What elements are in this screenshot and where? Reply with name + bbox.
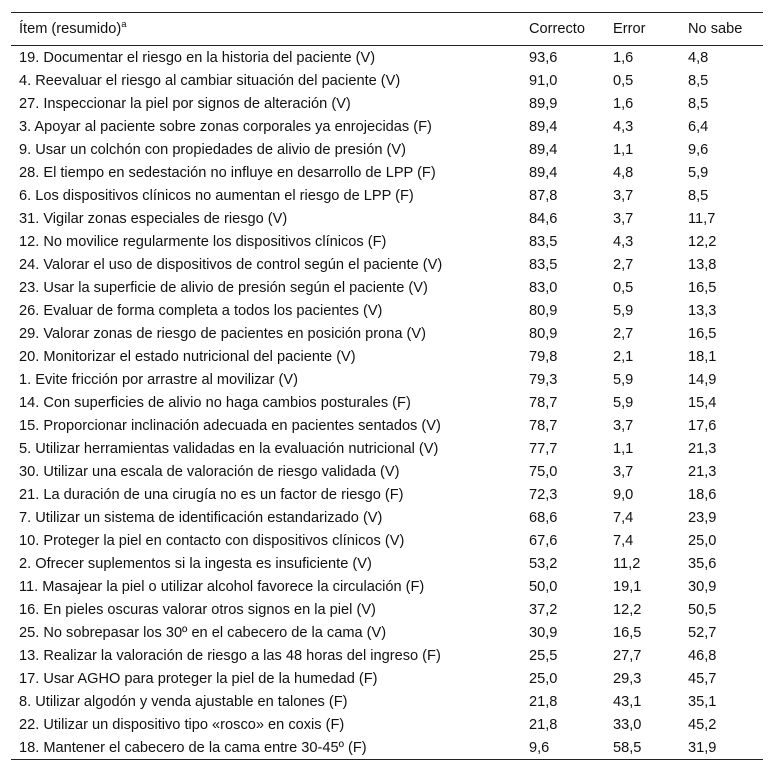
- table-header-row: [11, 13, 763, 46]
- cell-error: 29,3: [613, 670, 642, 687]
- cell-error: 33,0: [613, 716, 642, 733]
- cell-dont-know: 18,6: [688, 486, 717, 503]
- cell-error: 58,5: [613, 739, 642, 756]
- cell-correct: 67,6: [529, 532, 558, 549]
- cell-item: 11. Masajear la piel o utilizar alcohol favorece la circulación (F): [19, 578, 425, 595]
- cell-item: 3. Apoyar al paciente sobre zonas corporales ya enrojecidas (F): [19, 118, 432, 135]
- table-row: [11, 299, 763, 322]
- cell-error: 4,8: [613, 164, 634, 181]
- cell-item: 22. Utilizar un dispositivo tipo «rosco» en coxis (F): [19, 716, 345, 733]
- cell-dont-know: 35,1: [688, 693, 717, 710]
- header-item: [11, 13, 529, 46]
- cell-dont-know: 18,1: [688, 348, 717, 365]
- table-row: [11, 322, 763, 345]
- cell-dont-know: 9,6: [688, 141, 709, 158]
- cell-error: 1,1: [613, 141, 634, 158]
- cell-correct: 30,9: [529, 624, 558, 641]
- table-body: [11, 46, 763, 760]
- cell-dont-know: 35,6: [688, 555, 717, 572]
- cell-item: 4. Reevaluar el riesgo al cambiar situación del paciente (V): [19, 72, 401, 89]
- cell-dont-know: 15,4: [688, 394, 717, 411]
- cell-dont-know: 13,8: [688, 256, 717, 273]
- cell-dont-know: 13,3: [688, 302, 717, 319]
- table-row: [11, 276, 763, 299]
- cell-error: 2,7: [613, 325, 634, 342]
- cell-dont-know: 6,4: [688, 118, 709, 135]
- cell-error: 7,4: [613, 509, 634, 526]
- cell-error: 7,4: [613, 532, 634, 549]
- cell-item: 18. Mantener el cabecero de la cama entre 30-45º (F): [19, 739, 367, 756]
- table-row: [11, 713, 763, 736]
- cell-correct: 9,6: [529, 739, 550, 756]
- cell-dont-know: 8,5: [688, 187, 709, 204]
- cell-item: 24. Valorar el uso de dispositivos de control según el paciente (V): [19, 256, 443, 273]
- cell-error: 16,5: [613, 624, 642, 641]
- table-row: [11, 368, 763, 391]
- cell-correct: 80,9: [529, 302, 558, 319]
- cell-error: 9,0: [613, 486, 634, 503]
- cell-dont-know: 21,3: [688, 463, 717, 480]
- table-row: [11, 69, 763, 92]
- table-row: [11, 621, 763, 644]
- cell-item: 14. Con superficies de alivio no haga cambios posturales (F): [19, 394, 411, 411]
- cell-error: 3,7: [613, 210, 634, 227]
- cell-dont-know: 16,5: [688, 279, 717, 296]
- cell-dont-know: 46,8: [688, 647, 717, 664]
- cell-dont-know: 45,2: [688, 716, 717, 733]
- header-correct: Correcto: [529, 21, 585, 37]
- table-row: [11, 690, 763, 713]
- table-row: [11, 575, 763, 598]
- cell-error: 2,1: [613, 348, 634, 365]
- cell-error: 5,9: [613, 371, 634, 388]
- cell-dont-know: 4,8: [688, 49, 709, 66]
- cell-dont-know: 31,9: [688, 739, 717, 756]
- cell-error: 43,1: [613, 693, 642, 710]
- table-row: [11, 207, 763, 230]
- cell-item: 5. Utilizar herramientas validadas en la evaluación nutricional (V): [19, 440, 439, 457]
- cell-dont-know: 52,7: [688, 624, 717, 641]
- cell-dont-know: 45,7: [688, 670, 717, 687]
- cell-correct: 21,8: [529, 693, 558, 710]
- cell-item: 9. Usar un colchón con propiedades de alivio de presión (V): [19, 141, 406, 158]
- cell-correct: 93,6: [529, 49, 558, 66]
- cell-item: 16. En pieles oscuras valorar otros signos en la piel (V): [19, 601, 376, 618]
- table-row: [11, 138, 763, 161]
- cell-item: 17. Usar AGHO para proteger la piel de la humedad (F): [19, 670, 378, 687]
- cell-dont-know: 50,5: [688, 601, 717, 618]
- cell-error: 1,6: [613, 49, 634, 66]
- cell-item: 29. Valorar zonas de riesgo de pacientes en posición prona (V): [19, 325, 426, 342]
- table-row: [11, 230, 763, 253]
- cell-correct: 87,8: [529, 187, 558, 204]
- table-row: [11, 460, 763, 483]
- table-row: [11, 644, 763, 667]
- cell-error: 1,1: [613, 440, 634, 457]
- results-table-container: [11, 12, 763, 760]
- table-row: [11, 529, 763, 552]
- cell-dont-know: 5,9: [688, 164, 709, 181]
- cell-dont-know: 8,5: [688, 72, 709, 89]
- table-row: [11, 345, 763, 368]
- table-row: [11, 598, 763, 621]
- cell-error: 5,9: [613, 302, 634, 319]
- cell-error: 3,7: [613, 187, 634, 204]
- cell-error: 5,9: [613, 394, 634, 411]
- cell-error: 3,7: [613, 417, 634, 434]
- cell-dont-know: 23,9: [688, 509, 717, 526]
- cell-item: 30. Utilizar una escala de valoración de riesgo validada (V): [19, 463, 400, 480]
- table-row: [11, 736, 763, 760]
- cell-item: 25. No sobrepasar los 30º en el cabecero de la cama (V): [19, 624, 387, 641]
- cell-correct: 80,9: [529, 325, 558, 342]
- cell-correct: 89,4: [529, 141, 558, 158]
- table-row: [11, 253, 763, 276]
- cell-item: 27. Inspeccionar la piel por signos de alteración (V): [19, 95, 351, 112]
- table-row: [11, 92, 763, 115]
- cell-dont-know: 25,0: [688, 532, 717, 549]
- cell-correct: 83,5: [529, 233, 558, 250]
- cell-correct: 79,3: [529, 371, 558, 388]
- cell-correct: 75,0: [529, 463, 558, 480]
- table-row: [11, 667, 763, 690]
- table-row: [11, 115, 763, 138]
- cell-item: 26. Evaluar de forma completa a todos los pacientes (V): [19, 302, 383, 319]
- cell-correct: 53,2: [529, 555, 558, 572]
- header-item-label: Ítem (resumido): [19, 21, 122, 37]
- cell-correct: 91,0: [529, 72, 558, 89]
- cell-correct: 83,0: [529, 279, 558, 296]
- cell-item: 1. Evite fricción por arrastre al movilizar (V): [19, 371, 298, 388]
- cell-correct: 25,0: [529, 670, 558, 687]
- table-row: [11, 506, 763, 529]
- cell-dont-know: 30,9: [688, 578, 717, 595]
- cell-correct: 78,7: [529, 394, 558, 411]
- cell-correct: 89,9: [529, 95, 558, 112]
- cell-dont-know: 8,5: [688, 95, 709, 112]
- cell-item: 8. Utilizar algodón y venda ajustable en talones (F): [19, 693, 348, 710]
- cell-correct: 25,5: [529, 647, 558, 664]
- cell-item: 28. El tiempo en sedestación no influye en desarrollo de LPP (F): [19, 164, 436, 181]
- results-table: [11, 12, 763, 760]
- cell-dont-know: 17,6: [688, 417, 717, 434]
- cell-dont-know: 16,5: [688, 325, 717, 342]
- cell-error: 27,7: [613, 647, 642, 664]
- cell-item: 19. Documentar el riesgo en la historia del paciente (V): [19, 49, 376, 66]
- cell-correct: 68,6: [529, 509, 558, 526]
- table-row: [11, 184, 763, 207]
- cell-correct: 72,3: [529, 486, 558, 503]
- cell-item: 10. Proteger la piel en contacto con dispositivos clínicos (V): [19, 532, 405, 549]
- cell-error: 4,3: [613, 233, 634, 250]
- cell-error: 19,1: [613, 578, 642, 595]
- cell-item: 6. Los dispositivos clínicos no aumentan el riesgo de LPP (F): [19, 187, 414, 204]
- cell-error: 3,7: [613, 463, 634, 480]
- cell-error: 0,5: [613, 279, 634, 296]
- cell-item: 2. Ofrecer suplementos si la ingesta es insuficiente (V): [19, 555, 372, 572]
- cell-correct: 89,4: [529, 164, 558, 181]
- cell-dont-know: 14,9: [688, 371, 717, 388]
- cell-error: 0,5: [613, 72, 634, 89]
- cell-correct: 83,5: [529, 256, 558, 273]
- table-row: [11, 391, 763, 414]
- cell-item: 20. Monitorizar el estado nutricional del paciente (V): [19, 348, 356, 365]
- cell-item: 15. Proporcionar inclinación adecuada en pacientes sentados (V): [19, 417, 441, 434]
- cell-dont-know: 11,7: [688, 210, 716, 227]
- cell-correct: 77,7: [529, 440, 558, 457]
- cell-correct: 89,4: [529, 118, 558, 135]
- table-row: [11, 552, 763, 575]
- cell-error: 2,7: [613, 256, 634, 273]
- table-row: [11, 483, 763, 506]
- cell-correct: 50,0: [529, 578, 558, 595]
- cell-item: 12. No movilice regularmente los dispositivos clínicos (F): [19, 233, 387, 250]
- cell-item: 7. Utilizar un sistema de identificación estandarizado (V): [19, 509, 383, 526]
- cell-correct: 84,6: [529, 210, 558, 227]
- table-row: [11, 46, 763, 70]
- cell-correct: 21,8: [529, 716, 558, 733]
- cell-correct: 79,8: [529, 348, 558, 365]
- cell-item: 21. La duración de una cirugía no es un factor de riesgo (F): [19, 486, 404, 503]
- cell-error: 11,2: [613, 555, 641, 572]
- cell-error: 12,2: [613, 601, 642, 618]
- cell-item: 23. Usar la superficie de alivio de presión según el paciente (V): [19, 279, 428, 296]
- table-row: [11, 437, 763, 460]
- cell-item: 13. Realizar la valoración de riesgo a las 48 horas del ingreso (F): [19, 647, 441, 664]
- header-item-footnote-mark: a: [121, 19, 127, 30]
- header-dont-know: No sabe: [688, 21, 743, 37]
- cell-correct: 37,2: [529, 601, 558, 618]
- cell-item: 31. Vigilar zonas especiales de riesgo (V): [19, 210, 288, 227]
- table-row: [11, 414, 763, 437]
- cell-dont-know: 21,3: [688, 440, 717, 457]
- table-row: [11, 161, 763, 184]
- cell-correct: 78,7: [529, 417, 558, 434]
- cell-error: 1,6: [613, 95, 634, 112]
- header-error: Error: [613, 21, 646, 37]
- cell-dont-know: 12,2: [688, 233, 717, 250]
- cell-error: 4,3: [613, 118, 634, 135]
